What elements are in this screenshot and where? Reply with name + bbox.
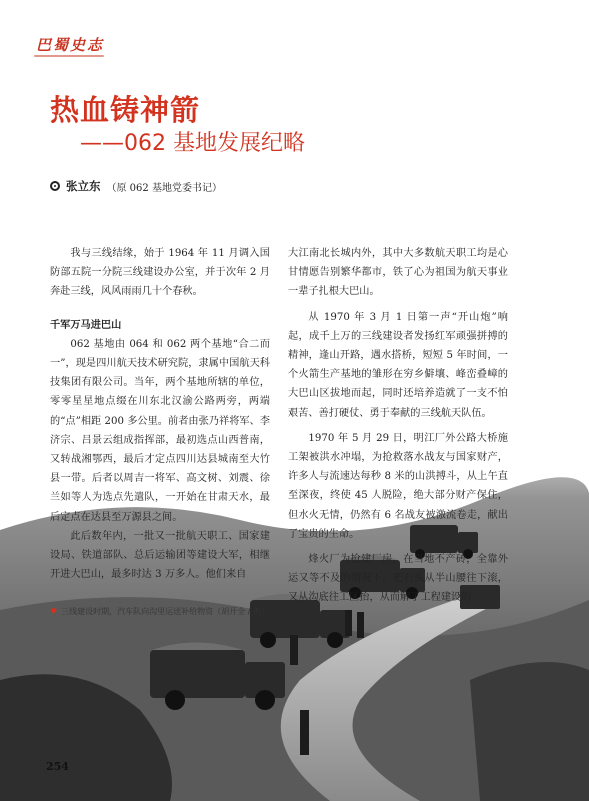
author-role: （原 062 基地党委书记）: [106, 182, 222, 194]
page-number: 254: [46, 760, 69, 773]
caption-text: 三线建设时期，汽车队向沟里运送补给物资（胡开全 / 供）: [61, 607, 269, 616]
text-column-left: [50, 244, 270, 584]
article-title: 热血铸神箭: [50, 93, 201, 127]
section-heading: 千军万马进巴山: [50, 319, 122, 331]
paragraph: 从 1970 年 3 月 1 日第一声“开山炮”响起，成千上万的三线建设者发扬红军顽强拼搏的精神，逢山开路，遇水搭桥，短短 5 年时间，一个火箭生产基地的雏形在穷乡僻壤、峰峦叠嶂的大巴山区拔地而起，同时还培养造就了一支不怕艰苦、善打硬仗、勇于奉献的三线航天队伍。: [288, 311, 508, 419]
article-subtitle: ——062 基地发展纪略: [80, 131, 305, 156]
text-column-right: [288, 244, 508, 608]
paragraph: 062 基地由 064 和 062 两个基地“合二而一”，现是四川航天技术研究院，隶属中国航天科技集团有限公司。当年，两个基地所辖的单位，零零星星地点缀在川东北汉渝公路两旁，两端的“点”相距 200 多公里。前者由张乃祥将军、李济宗、吕景云组成指挥部，最初选点山西普南，又转战湘鄂西，最后才定点四川达县城南至大竹县一带。后者以周吉一将军、高文树、刘震、徐兰如等人为选点先遣队，一开始在甘肃天水，最后定点在达县至万源县之间。: [50, 338, 270, 523]
magazine-logo: 巴蜀史志: [36, 36, 105, 54]
photo-caption: [50, 606, 269, 617]
author-line: [50, 178, 222, 194]
bullet-circle-icon: [50, 181, 60, 191]
paragraph: 烽火厂为抢建厂房，在当地不产砖，全靠外运又等不及的情况下，把石头从半山腰往下滚，又从沟底往工区抬，从而解了工程建设的: [288, 554, 508, 604]
paragraph: 1970 年 5 月 29 日，明江厂外公路大桥施工架被洪水冲塌，为抢救落水战友与国家财产，许多人与流速达每秒 8 米的山洪搏斗，从上午直至深夜，终使 45 人脱险，绝大部分财产保住，但水火无情，仍然有 6 名战友被激流卷走，献出了宝贵的生命。: [288, 432, 508, 540]
heart-icon: ♥: [50, 607, 58, 616]
logo-underline: [34, 55, 104, 57]
paragraph: 此后数年内，一批又一批航天职工、国家建设局、铁道部队、总后运输团等建设大军，相继开进大巴山，最多时达 3 万多人。他们来自: [50, 530, 270, 581]
author-name: 张立东: [66, 179, 101, 193]
paragraph: 我与三线结缘，始于 1964 年 11 月调入国防部五院一分院三线建设办公室，并于次年 2 月奔赴三线，风风雨雨几十个春秋。: [50, 248, 270, 298]
paragraph: 大江南北长城内外，其中大多数航天职工均是心甘情愿告别繁华都市，铁了心为祖国为航天事业一辈子扎根大巴山。: [288, 248, 508, 298]
